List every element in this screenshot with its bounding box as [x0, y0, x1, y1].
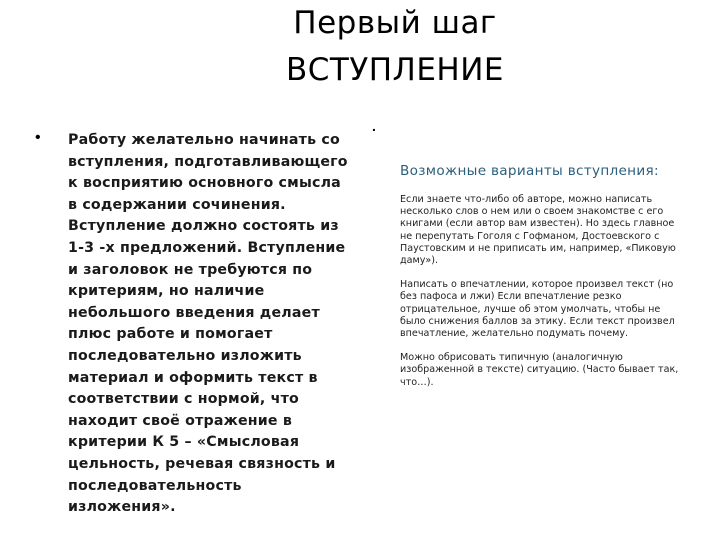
right-column	[400, 162, 682, 401]
right-paragraph-2: Написать о впечатлении, которое произвел текст (но без пафоса и лжи) Если впечатление резко отрицательное, лучше об этом умолчать, чтобы не было снижения баллов за этику. Если текст произвел впечатление, желательно подумать почему.	[400, 279, 675, 340]
bullet-marker: •	[35, 129, 41, 146]
slide-title-line1: Первый шаг	[293, 5, 497, 41]
right-paragraph-1: Если знаете что-либо об авторе, можно написать несколько слов о нем или о своем знакомстве с его книгами (если автор вам известен). Но здесь главное не перепутать Гоголя с Гофманом, Достоевского с Паустовским и не приписать им, например, «Пиковую даму»).	[400, 194, 676, 267]
right-column-marker: .	[372, 118, 376, 134]
right-paragraph-3: Можно обрисовать типичную (аналогичную изображенной в тексте) ситуацию. (Часто бывает так, что…).	[400, 352, 679, 388]
right-column-heading: Возможные варианты вступления:	[400, 163, 659, 179]
left-column-text: Работу желательно начинать со вступления, подготавливающего к восприятию основного смысла в содержании сочинения. Вступление должно состоять из 1-3 -х предложений. Вступление и заголовок не требуются по критериям, но наличие небольшого введения делает плюс работе и помогает последовательно изложить материал и оформить текст в соответствии с нормой, что находит своё отражение в критерии К 5 – «Смысловая цельность, речевая связность и последовательность изложения».	[68, 132, 348, 516]
slide-title-line2: ВСТУПЛЕНИЕ	[285, 52, 505, 88]
